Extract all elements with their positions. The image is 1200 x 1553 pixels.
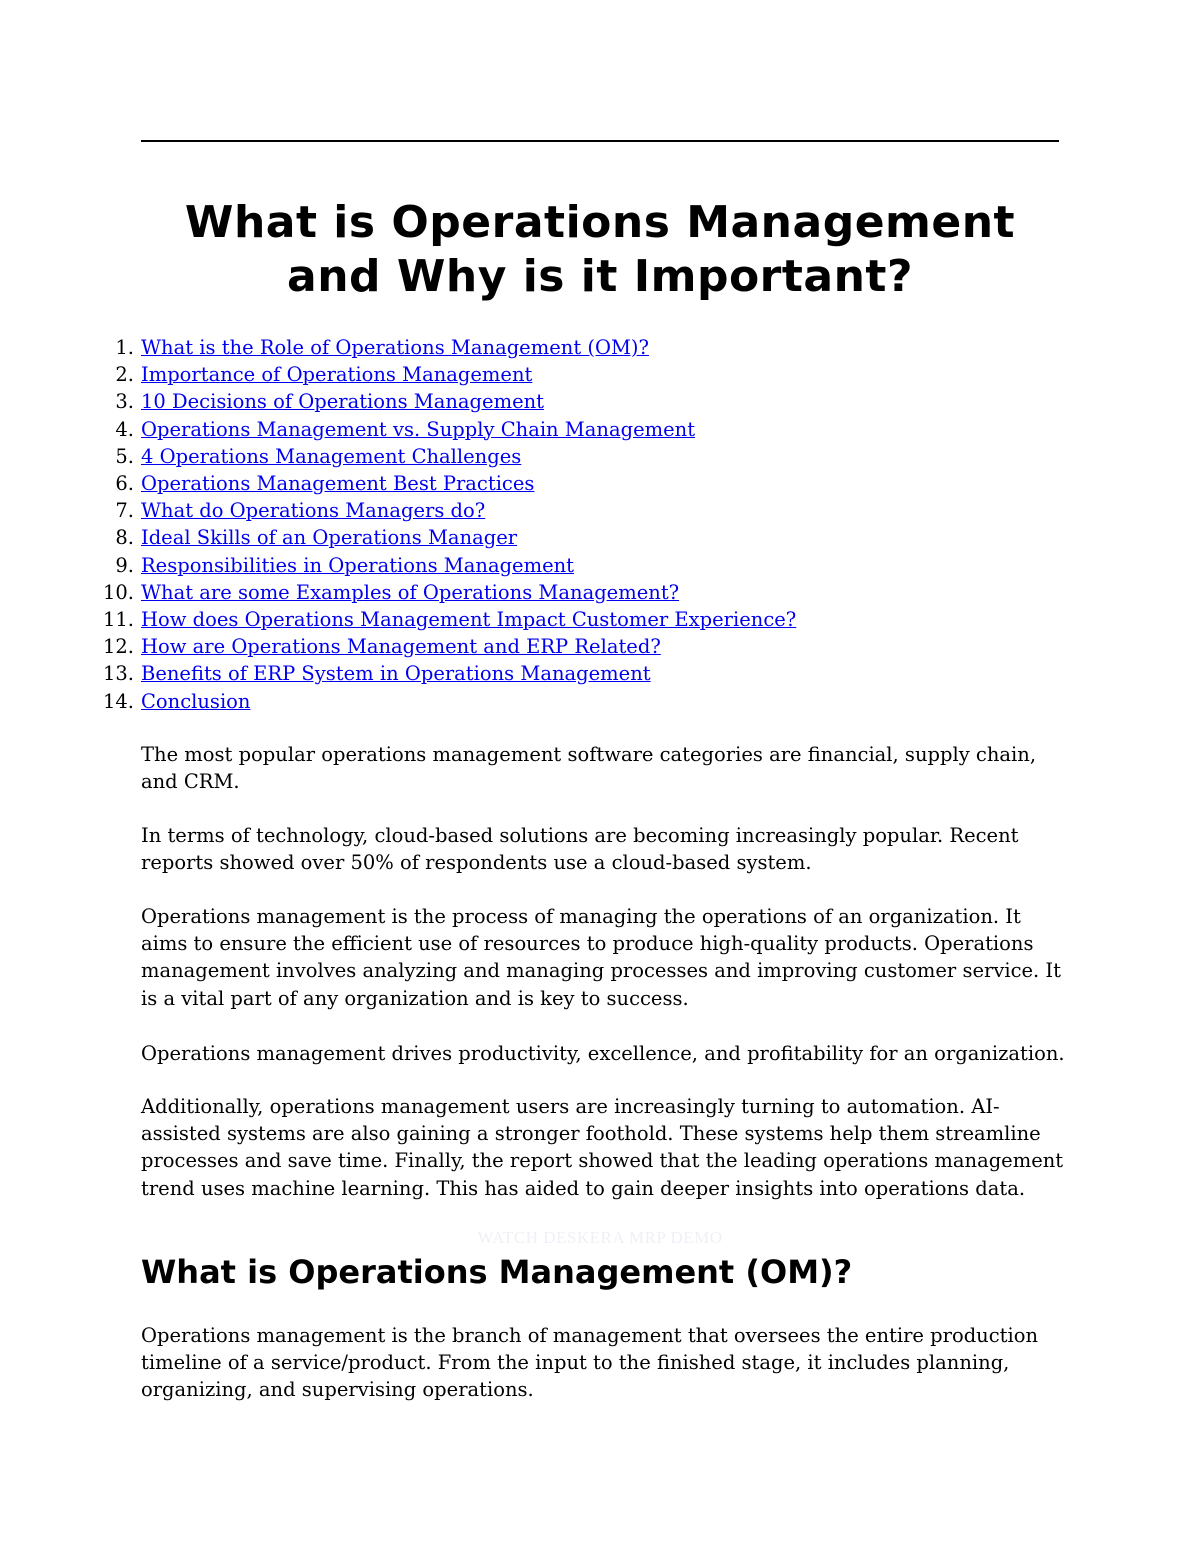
toc-item: [100, 497, 796, 524]
toc-item: [100, 334, 796, 361]
toc-item: [100, 443, 796, 470]
toc-number: 7.: [115, 499, 134, 523]
toc-number: 3.: [115, 390, 134, 414]
toc-link-conclusion[interactable]: Conclusion: [141, 689, 251, 713]
toc-link-erp-benefits[interactable]: Benefits of ERP System in Operations Management: [141, 662, 651, 686]
toc-item: [100, 524, 796, 551]
toc-number: 6.: [115, 472, 134, 496]
toc-item: [100, 470, 796, 497]
toc-link-best-practices[interactable]: Operations Management Best Practices: [141, 472, 535, 496]
toc-number: 11.: [102, 608, 134, 632]
paragraph-om-definition: Operations management is the process of managing the operations of an organization. It aims to ensure the efficient use of resources to produce high-quality products. Operations management involves analyzing and managing processes and improving customer service. It is a vital part of any organization and is key to success.: [141, 905, 1061, 1010]
toc-link-importance[interactable]: Importance of Operations Management: [141, 363, 533, 387]
title-line-1: What is Operations Management: [184, 197, 1016, 248]
toc-item: [100, 361, 796, 388]
toc-link-ideal-skills[interactable]: Ideal Skills of an Operations Manager: [141, 526, 518, 550]
paragraph-om-drives: Operations management drives productivity, excellence, and profitability for an organization.: [141, 1042, 1065, 1065]
toc-number: 12.: [102, 635, 134, 659]
page-title: [100, 196, 1100, 304]
toc-link-10-decisions[interactable]: 10 Decisions of Operations Management: [141, 390, 545, 414]
toc-number: 10.: [102, 580, 134, 604]
toc-link-customer-experience[interactable]: How does Operations Management Impact Customer Experience?: [141, 608, 797, 632]
table-of-contents: [100, 334, 796, 715]
toc-link-examples[interactable]: What are some Examples of Operations Management?: [141, 580, 680, 604]
toc-link-responsibilities[interactable]: Responsibilities in Operations Management: [141, 553, 575, 577]
toc-item: [100, 660, 796, 687]
toc-item: [100, 606, 796, 633]
section-paragraph: Operations management is the branch of management that oversees the entire production timeline of a service/product. From the input to the finished stage, it includes planning, organizing, and supervising operations.: [141, 1324, 1039, 1402]
toc-item: [100, 579, 796, 606]
horizontal-rule: [141, 140, 1059, 142]
watch-demo-link[interactable]: WATCH DESKERA MRP DEMO: [477, 1228, 723, 1247]
toc-item: [100, 688, 796, 715]
toc-number: 4.: [115, 417, 134, 441]
toc-item: [100, 416, 796, 443]
toc-number: 13.: [102, 662, 134, 686]
toc-number: 8.: [115, 526, 134, 550]
toc-link-om-and-erp[interactable]: How are Operations Management and ERP Related?: [141, 635, 661, 659]
toc-link-om-vs-scm[interactable]: Operations Management vs. Supply Chain Management: [141, 417, 696, 441]
section-heading: What is Operations Management (OM)?: [141, 1253, 853, 1291]
toc-link-challenges[interactable]: 4 Operations Management Challenges: [141, 444, 522, 468]
toc-number: 9.: [115, 553, 134, 577]
paragraph-software-categories: The most popular operations management software categories are financial, supply chain, and CRM.: [141, 743, 1037, 794]
toc-link-role-of-om[interactable]: What is the Role of Operations Management (OM)?: [141, 336, 649, 359]
toc-number: 5.: [115, 444, 134, 468]
title-line-2: and Why is it Important?: [287, 251, 913, 302]
toc-number: 1.: [115, 336, 134, 359]
toc-item: [100, 388, 796, 415]
toc-number: 14.: [102, 689, 134, 713]
toc-item: [100, 633, 796, 660]
toc-link-what-managers-do[interactable]: What do Operations Managers do?: [141, 499, 486, 523]
paragraph-automation: Additionally, operations management users are increasingly turning to automation. AI-assisted systems are also gaining a stronger foothold. These systems help them streamline processes and save time. Finally, the report showed that the leading operations management trend uses machine learning. This has aided to gain deeper insights into operations data.: [141, 1095, 1064, 1200]
toc-item: [100, 552, 796, 579]
paragraph-cloud-technology: In terms of technology, cloud-based solutions are becoming increasingly popular. Recent reports showed over 50% of respondents use a cloud-based system.: [141, 824, 1019, 875]
toc-number: 2.: [115, 363, 134, 387]
